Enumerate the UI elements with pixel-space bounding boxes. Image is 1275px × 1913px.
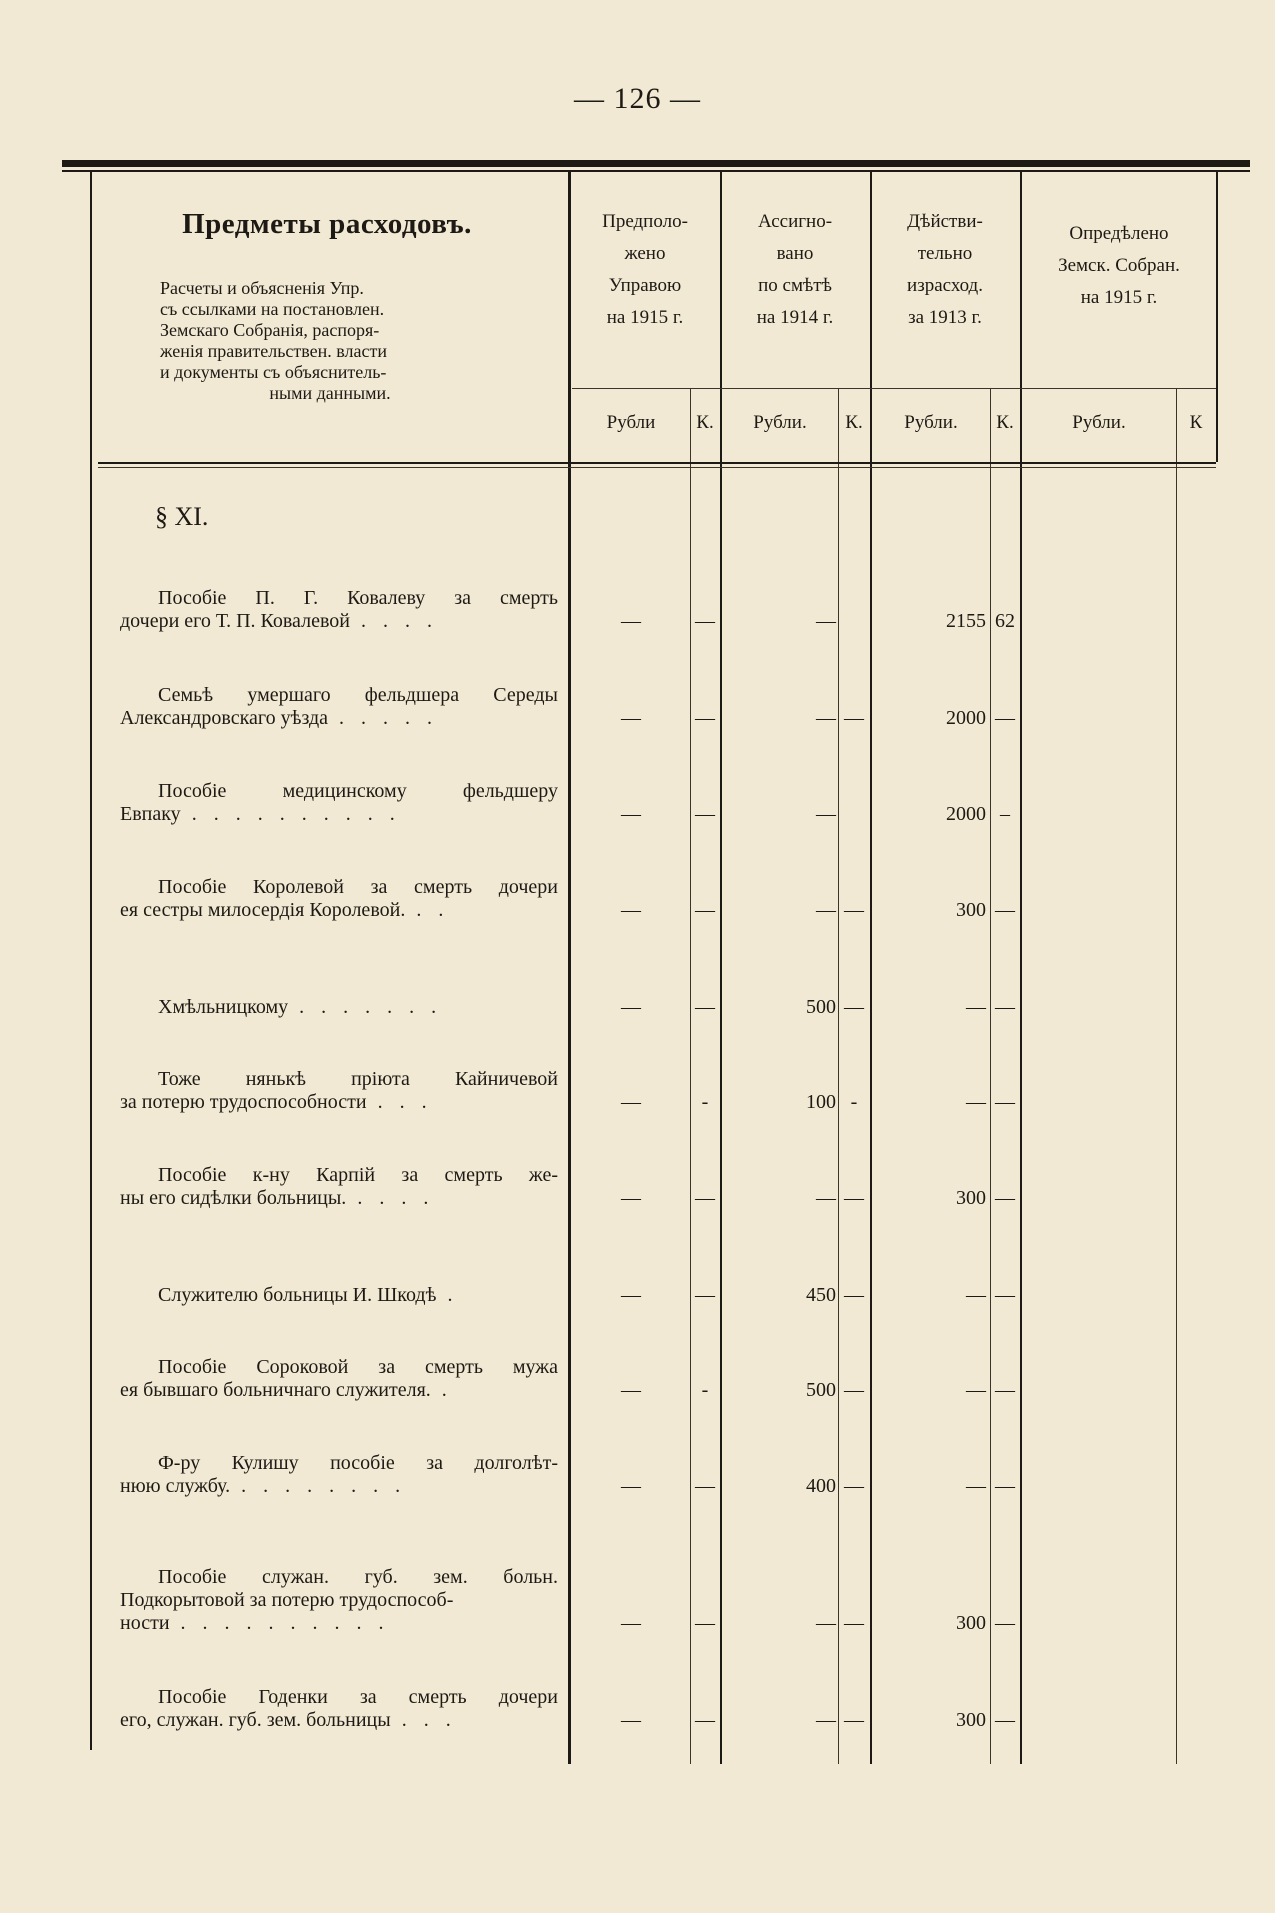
row-description-line: ея бывшаго больничнаго служителя. .	[120, 1379, 453, 1401]
row-cell: —	[844, 1379, 864, 1401]
leader-dots: . . . . . . .	[288, 996, 443, 1018]
row-cell: –	[1000, 803, 1010, 825]
table-right-border	[1216, 172, 1218, 462]
row-cell: —	[995, 899, 1015, 921]
row-description-line: Ф-ру Кулишу пособіе за долголѣт-	[158, 1452, 558, 1474]
row-cell: —	[966, 1379, 986, 1401]
row-description-line: Семьѣ умершаго фельдшера Середы	[158, 684, 558, 706]
row-description	[120, 1068, 558, 1114]
row-description-line: Александровскаго уѣзда . . . . .	[120, 707, 439, 729]
header-bottom-rule	[98, 462, 1216, 464]
row-description	[120, 1164, 558, 1210]
column-header-line: Ассигно-	[757, 211, 833, 232]
row-cell: 500	[806, 1379, 836, 1401]
leader-dots: . . .	[390, 1709, 457, 1731]
row-cell: —	[995, 996, 1015, 1018]
leader-dots: . . .	[366, 1091, 433, 1113]
row-cell: —	[844, 899, 864, 921]
row-cell: —	[816, 1612, 836, 1634]
row-description	[120, 1356, 558, 1402]
row-cell: —	[966, 1091, 986, 1113]
row-cell: —	[621, 1709, 641, 1731]
leader-dots: . . . .	[349, 610, 438, 632]
row-description-line: ности . . . . . . . . . .	[120, 1612, 390, 1634]
row-cell: 400	[806, 1475, 836, 1497]
column-header-actual	[872, 206, 1018, 334]
row-cell: —	[621, 1284, 641, 1306]
column-header-line: на 1915 г.	[606, 307, 684, 328]
row-cell: —	[995, 1187, 1015, 1209]
row-cell: —	[695, 1612, 715, 1634]
header-description-line: женія правительствен. власти	[160, 341, 387, 361]
table-left-border	[90, 172, 92, 1750]
row-cell: —	[621, 707, 641, 729]
row-description	[120, 1452, 558, 1498]
row-cell: —	[816, 610, 836, 632]
row-cell: —	[816, 803, 836, 825]
section-heading: § XI.	[155, 502, 209, 531]
row-cell: —	[695, 1475, 715, 1497]
row-cell: —	[966, 1475, 986, 1497]
leader-dots: .	[436, 1284, 459, 1306]
column-header-line: Дѣйстви-	[907, 211, 983, 232]
leader-dots: . . . . . . . . . .	[180, 803, 401, 825]
row-cell: —	[621, 1612, 641, 1634]
leader-dots: . . . . . . . .	[230, 1475, 407, 1497]
row-description	[120, 780, 558, 826]
row-description-line: Служителю больницы И. Шкодѣ .	[158, 1284, 459, 1306]
row-cell: —	[695, 899, 715, 921]
unit-kopecks: К.	[996, 412, 1014, 433]
leader-dots: . . . .	[346, 1187, 435, 1209]
unit-rubles: Рубли	[606, 412, 656, 433]
top-rule-secondary	[62, 170, 1250, 172]
row-cell: 300	[956, 899, 986, 921]
row-cell: -	[701, 1091, 709, 1113]
row-cell: —	[844, 1612, 864, 1634]
row-cell: 62	[995, 610, 1015, 632]
column-header-line: по смѣтѣ	[758, 275, 832, 296]
leader-dots: .	[430, 1379, 453, 1401]
row-cell: 2155	[946, 610, 986, 632]
row-cell: —	[621, 899, 641, 921]
column-divider-col1	[720, 172, 722, 1764]
column-header-proposed	[572, 206, 718, 334]
row-cell: —	[844, 1187, 864, 1209]
column-divider-col2	[870, 172, 872, 1764]
unit-kopecks: К.	[696, 412, 714, 433]
row-cell: —	[844, 707, 864, 729]
row-cell: —	[621, 1379, 641, 1401]
row-description	[120, 996, 558, 1019]
column-header-line: Земск. Собран.	[1058, 255, 1180, 276]
row-cell: —	[995, 1284, 1015, 1306]
row-description	[120, 876, 558, 922]
unit-kopecks: К.	[845, 412, 863, 433]
row-cell: -	[701, 1379, 709, 1401]
row-cell: 300	[956, 1612, 986, 1634]
page-number: — 126 —	[574, 82, 701, 115]
leader-dots: . .	[405, 899, 450, 921]
row-cell: —	[621, 610, 641, 632]
row-description-line: Пособіе к-ну Карпій за смерть же-	[158, 1164, 558, 1186]
row-cell: —	[816, 1709, 836, 1731]
column-header-line: за 1913 г.	[908, 307, 982, 328]
header-description-line: и документы съ объяснитель-	[160, 362, 387, 382]
row-cell: —	[995, 1709, 1015, 1731]
row-cell: 300	[956, 1709, 986, 1731]
row-description-line: Пособіе служан. губ. зем. больн.	[158, 1566, 558, 1588]
row-cell: —	[621, 803, 641, 825]
row-cell: —	[966, 1284, 986, 1306]
row-cell: —	[844, 996, 864, 1018]
row-description-line: нюю службу. . . . . . . . .	[120, 1475, 407, 1497]
column-header-line: Опредѣлено	[1069, 223, 1169, 244]
row-description	[120, 1566, 558, 1635]
row-cell: —	[995, 1475, 1015, 1497]
column-header-line: вано	[776, 243, 814, 264]
column-header-line: на 1915 г.	[1080, 287, 1158, 308]
row-cell: 450	[806, 1284, 836, 1306]
row-cell: —	[816, 899, 836, 921]
leader-dots: . . . . . . . . . .	[169, 1612, 390, 1634]
row-description	[120, 684, 558, 730]
row-description-line: ны его сидѣлки больницы. . . . .	[120, 1187, 435, 1209]
leader-dots: . . . . .	[328, 707, 439, 729]
row-cell: —	[695, 996, 715, 1018]
row-description	[120, 587, 558, 633]
column-header-line: жено	[624, 243, 666, 264]
column-header-line: Предполо-	[602, 211, 688, 232]
row-description-line: его, служан. губ. зем. больницы . . .	[120, 1709, 457, 1731]
row-description-line: за потерю трудоспособности . . .	[120, 1091, 433, 1113]
row-cell: —	[695, 1187, 715, 1209]
row-description-line: Пособіе Годенки за смерть дочери	[158, 1686, 558, 1708]
unit-kopecks: К	[1189, 412, 1203, 433]
unit-rubles: Рубли.	[753, 412, 807, 433]
column-divider-kop4	[1176, 388, 1177, 1764]
column-divider-col3	[1020, 172, 1022, 1764]
column-header-assigned	[722, 206, 868, 334]
header-title: Предметы расходовъ.	[182, 208, 472, 240]
header-description	[160, 278, 500, 404]
row-cell: 500	[806, 996, 836, 1018]
column-header-line: на 1914 г.	[756, 307, 834, 328]
row-cell: —	[995, 1091, 1015, 1113]
row-cell: —	[621, 1091, 641, 1113]
row-description-line: Хмѣльницкому . . . . . . .	[158, 996, 443, 1018]
header-description-line: ными данными.	[269, 383, 391, 403]
row-cell: —	[995, 1612, 1015, 1634]
unit-rubles: Рубли.	[1072, 412, 1126, 433]
column-divider-kop2	[838, 388, 839, 1764]
row-cell: —	[695, 610, 715, 632]
column-header-line: Управою	[608, 275, 682, 296]
row-cell: —	[995, 707, 1015, 729]
row-cell: —	[695, 707, 715, 729]
row-cell: —	[695, 1709, 715, 1731]
row-cell: —	[695, 1284, 715, 1306]
row-cell: —	[844, 1475, 864, 1497]
row-cell: 300	[956, 1187, 986, 1209]
row-description-line: Пособіе Королевой за смерть дочери	[158, 876, 558, 898]
column-divider-kop3	[990, 388, 991, 1764]
row-description-line: Пособіе П. Г. Ковалеву за смерть	[158, 587, 558, 609]
column-divider-text	[568, 172, 571, 1764]
row-cell: —	[816, 1187, 836, 1209]
row-cell: —	[621, 1475, 641, 1497]
row-description-line: дочери его Т. П. Ковалевой . . . .	[120, 610, 438, 632]
row-cell: —	[995, 1379, 1015, 1401]
row-cell: —	[844, 1709, 864, 1731]
row-cell: —	[816, 707, 836, 729]
header-unit-rule	[572, 388, 1216, 389]
column-divider-kop1	[690, 388, 691, 1764]
row-cell: —	[621, 996, 641, 1018]
column-header-line: тельно	[917, 243, 973, 264]
top-rule	[62, 160, 1250, 167]
row-cell: —	[695, 803, 715, 825]
row-description-line: Пособіе медицинскому фельдшеру	[158, 780, 558, 802]
row-cell: 2000	[946, 803, 986, 825]
header-description-line: съ ссылками на постановлен.	[160, 299, 385, 319]
column-header-line: израсход.	[907, 275, 983, 296]
unit-rubles: Рубли.	[904, 412, 958, 433]
row-cell: —	[621, 1187, 641, 1209]
row-description-line: ея сестры милосердія Королевой. . .	[120, 899, 450, 921]
column-header-determined	[1022, 218, 1216, 314]
header-bottom-rule-2	[98, 467, 1216, 468]
row-cell: —	[966, 996, 986, 1018]
row-description-line: Евпаку . . . . . . . . . .	[120, 803, 401, 825]
row-description-line: Пособіе Сороковой за смерть мужа	[158, 1356, 558, 1378]
row-description-line: Подкорытовой за потерю трудоспособ-	[120, 1589, 454, 1611]
row-cell: 100	[806, 1091, 836, 1113]
header-description-line: Земскаго Собранія, распоря-	[160, 320, 380, 340]
row-cell: -	[850, 1091, 858, 1113]
row-cell: —	[844, 1284, 864, 1306]
row-description	[120, 1686, 558, 1732]
row-description-line: Тоже нянькѣ пріюта Кайничевой	[158, 1068, 558, 1090]
header-description-line: Расчеты и объясненія Упр.	[160, 278, 364, 298]
row-description	[120, 1284, 558, 1307]
row-cell: 2000	[946, 707, 986, 729]
